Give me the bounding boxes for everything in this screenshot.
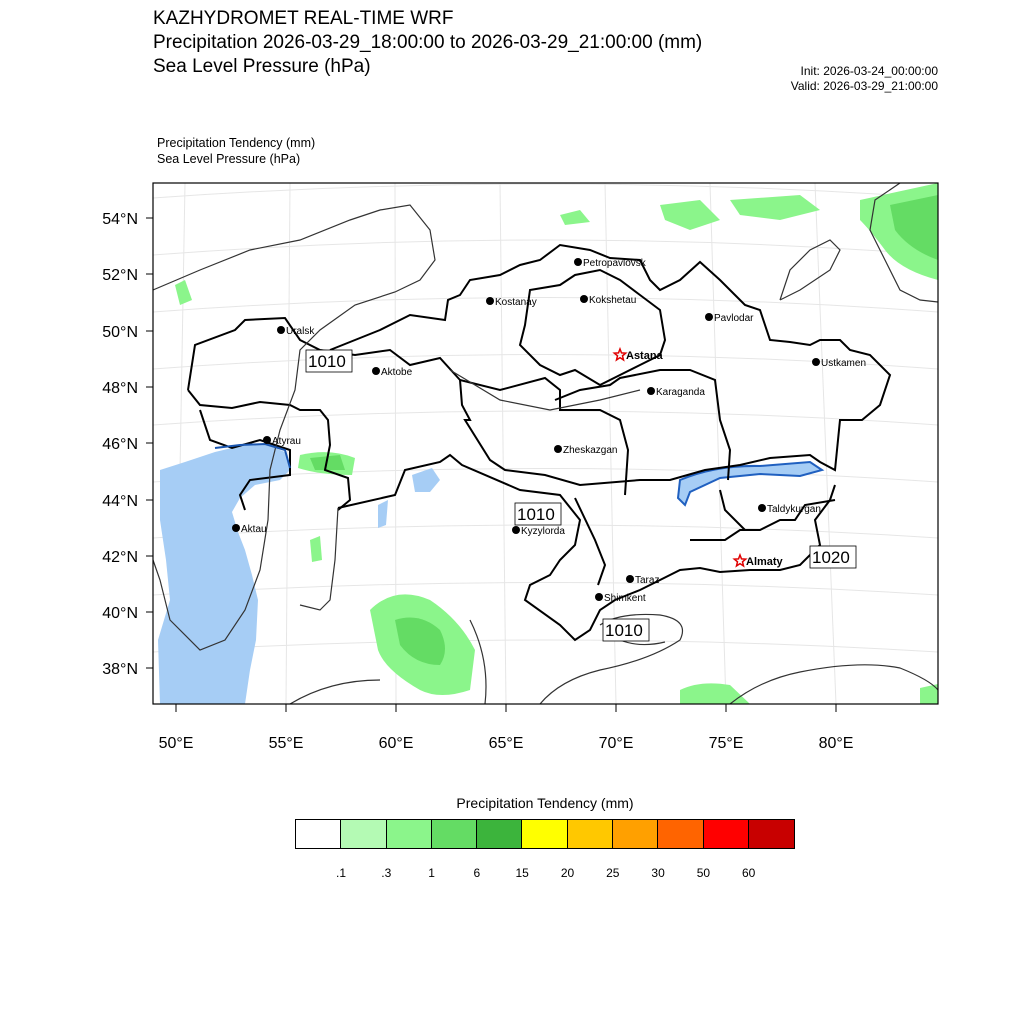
colorbar-swatch — [749, 820, 794, 848]
colorbar-tick-label: 1 — [428, 866, 435, 880]
field-label-precip: Precipitation Tendency (mm) — [157, 136, 316, 150]
city-marker — [647, 387, 705, 398]
svg-text:1020: 1020 — [812, 548, 850, 567]
colorbar-swatch — [341, 820, 386, 848]
city-label: Taldykurgan — [767, 504, 821, 515]
city-dot — [647, 387, 655, 395]
colorbar-swatch — [387, 820, 432, 848]
colorbar-swatch — [704, 820, 749, 848]
city-dot — [277, 326, 285, 334]
isobar-label — [810, 546, 856, 568]
colorbar-tick-label: 25 — [606, 866, 620, 880]
city-dot — [554, 445, 562, 453]
colorbar-tick-label: 6 — [473, 866, 481, 880]
lon-label: 65°E — [488, 735, 524, 752]
city-dot — [705, 313, 713, 321]
city-marker — [595, 593, 646, 604]
isobar-label — [306, 350, 352, 372]
svg-text:1010: 1010 — [308, 352, 346, 371]
svg-text:1010: 1010 — [605, 621, 643, 640]
city-dot — [812, 358, 820, 366]
chart-title: KAZHYDROMET REAL-TIME WRF — [153, 8, 454, 29]
lat-label: 52°N — [102, 267, 138, 284]
lat-label: 38°N — [102, 661, 138, 678]
city-marker — [277, 326, 315, 337]
city-label: Karaganda — [656, 387, 705, 398]
valid-time: Valid: 2026-03-29_21:00:00 — [790, 79, 938, 93]
city-label: Kokshetau — [589, 295, 637, 306]
colorbar-tick-label: 15 — [515, 866, 529, 880]
city-label: Almaty — [746, 556, 783, 568]
city-marker — [486, 297, 537, 308]
lon-label: 50°E — [158, 735, 194, 752]
capital-marker — [734, 555, 783, 568]
city-dot — [232, 524, 240, 532]
lat-label: 50°N — [102, 324, 138, 341]
city-marker — [574, 258, 647, 269]
city-label: Petropavlovsk — [583, 258, 646, 269]
city-marker — [758, 504, 821, 515]
city-marker — [372, 367, 413, 378]
city-dot — [486, 297, 494, 305]
colorbar-swatch — [613, 820, 658, 848]
colorbar-title: Precipitation Tendency (mm) — [456, 795, 634, 811]
city-dot — [758, 504, 766, 512]
lat-label: 48°N — [102, 380, 138, 397]
city-dot — [574, 258, 582, 266]
colorbar-tick-label: .1 — [335, 866, 347, 880]
caspian-sea — [158, 444, 290, 704]
lon-label: 75°E — [708, 735, 744, 752]
lat-label: 54°N — [102, 211, 138, 228]
lon-label: 80°E — [818, 735, 854, 752]
svg-text:1010: 1010 — [517, 505, 555, 524]
city-dot — [626, 575, 634, 583]
precip-period-title: Precipitation 2026-03-29_18:00:00 to 2026-03-29_21:00:00 (mm) — [153, 32, 703, 53]
init-time: Init: 2026-03-24_00:00:00 — [800, 64, 938, 78]
city-label: Shimkent — [604, 593, 646, 604]
lat-label: 46°N — [102, 436, 138, 453]
colorbar-swatch — [432, 820, 477, 848]
colorbar-tick-label: 50 — [696, 866, 711, 880]
colorbar-tick-label: .3 — [381, 866, 392, 880]
city-dot — [263, 436, 271, 444]
lat-label: 44°N — [102, 493, 138, 510]
colorbar — [295, 819, 795, 849]
city-label: Zheskazgan — [563, 445, 618, 456]
colorbar-swatch — [568, 820, 613, 848]
star-icon — [614, 349, 625, 360]
city-label: Astana — [626, 350, 663, 362]
city-marker — [626, 575, 659, 586]
isobar-label — [603, 619, 649, 641]
lon-label: 60°E — [378, 735, 414, 752]
colorbar-tick-label: 20 — [560, 866, 575, 880]
lat-label: 42°N — [102, 549, 138, 566]
city-label: Aktobe — [381, 367, 413, 378]
colorbar-swatch — [658, 820, 703, 848]
aral-sea — [412, 468, 440, 492]
city-label: Pavlodar — [714, 313, 754, 324]
city-label: Kostanay — [495, 297, 537, 308]
field-label-slp: Sea Level Pressure (hPa) — [157, 152, 301, 166]
city-label: Taraz — [635, 575, 660, 586]
slp-title: Sea Level Pressure (hPa) — [153, 56, 371, 77]
city-marker — [812, 358, 866, 369]
lon-label: 70°E — [598, 735, 634, 752]
city-label: Ustkamen — [821, 358, 867, 369]
city-dot — [580, 295, 588, 303]
city-dot — [595, 593, 603, 601]
star-icon — [734, 555, 745, 566]
colorbar-swatch — [296, 820, 341, 848]
balkhash-lake — [678, 462, 822, 505]
isobar-label — [515, 503, 561, 525]
city-marker — [554, 445, 617, 456]
city-label: Atyrau — [272, 436, 301, 447]
lon-label: 55°E — [268, 735, 304, 752]
lat-label: 40°N — [102, 605, 138, 622]
colorbar-tick-label: 30 — [651, 866, 665, 880]
city-dot — [512, 526, 520, 534]
city-marker — [580, 295, 636, 306]
city-dot — [372, 367, 380, 375]
city-marker — [705, 313, 754, 324]
colorbar-tick-label: 60 — [742, 866, 756, 880]
city-label: Uralsk — [286, 326, 315, 337]
colorbar-swatch — [477, 820, 522, 848]
colorbar-swatch — [522, 820, 567, 848]
city-label: Aktau — [241, 524, 267, 535]
city-marker — [512, 526, 565, 537]
city-label: Kyzylorda — [521, 526, 565, 537]
